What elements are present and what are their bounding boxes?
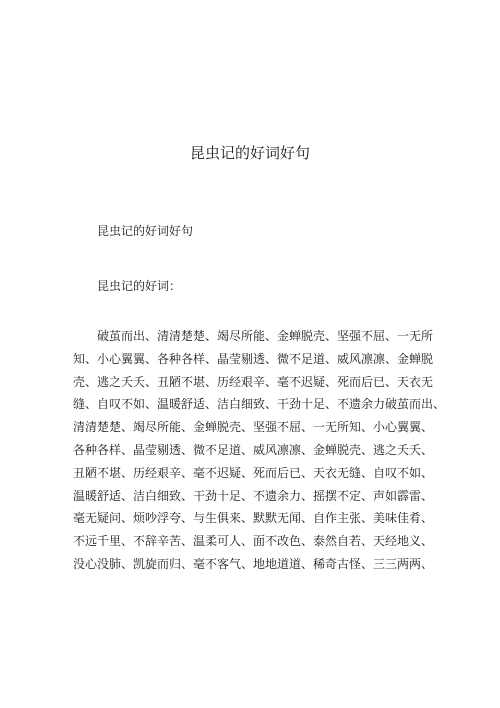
body-text (73, 325, 446, 576)
document-title: 昆虫记的好词好句 (189, 144, 310, 162)
document-subtitle: 昆虫记的好词好句 (97, 224, 194, 238)
body-line: 温暖舒适、洁白细致、干劲十足、不遗余力、摇摆不定、声如霹雷、 (73, 488, 434, 503)
body-line: 破茧而出、清清楚楚、竭尽所能、金蝉脱壳、坚强不屈、一无所 (73, 329, 434, 343)
body-line: 壳、逃之夭夭、丑陋不堪、历经艰辛、毫不迟疑、死而后已、天衣无 (73, 374, 434, 389)
section-heading: 昆虫记的好词： (97, 279, 182, 293)
body-line: 没心没肺、凯旋而归、毫不客气、地地道道、稀奇古怪、三三两两、 (73, 556, 434, 571)
body-line: 各种各样、晶莹剔透、微不足道、威风凛凛、金蝉脱壳、逃之夭夭、 (73, 442, 434, 457)
body-line: 丑陋不堪、历经艰辛、毫不迟疑、死而后已、天衣无缝、自叹不如、 (73, 465, 434, 480)
body-line: 清清楚楚、竭尽所能、金蝉脱壳、坚强不屈、一无所知、小心翼翼、 (73, 420, 434, 435)
body-line: 不远千里、不辞辛苦、温柔可人、面不改色、泰然自若、天经地义、 (73, 534, 434, 549)
body-line: 知、小心翼翼、各种各样、晶莹剔透、微不足道、威风凛凛、金蝉脱 (73, 351, 434, 366)
body-line: 缝、自叹不如、温暖舒适、洁白细致、干劲十足、不遗余力破茧而出、 (73, 397, 446, 412)
body-line: 毫无疑问、烦吵浮夸、与生俱来、默默无闻、自作主张、美味佳肴、 (73, 511, 434, 526)
